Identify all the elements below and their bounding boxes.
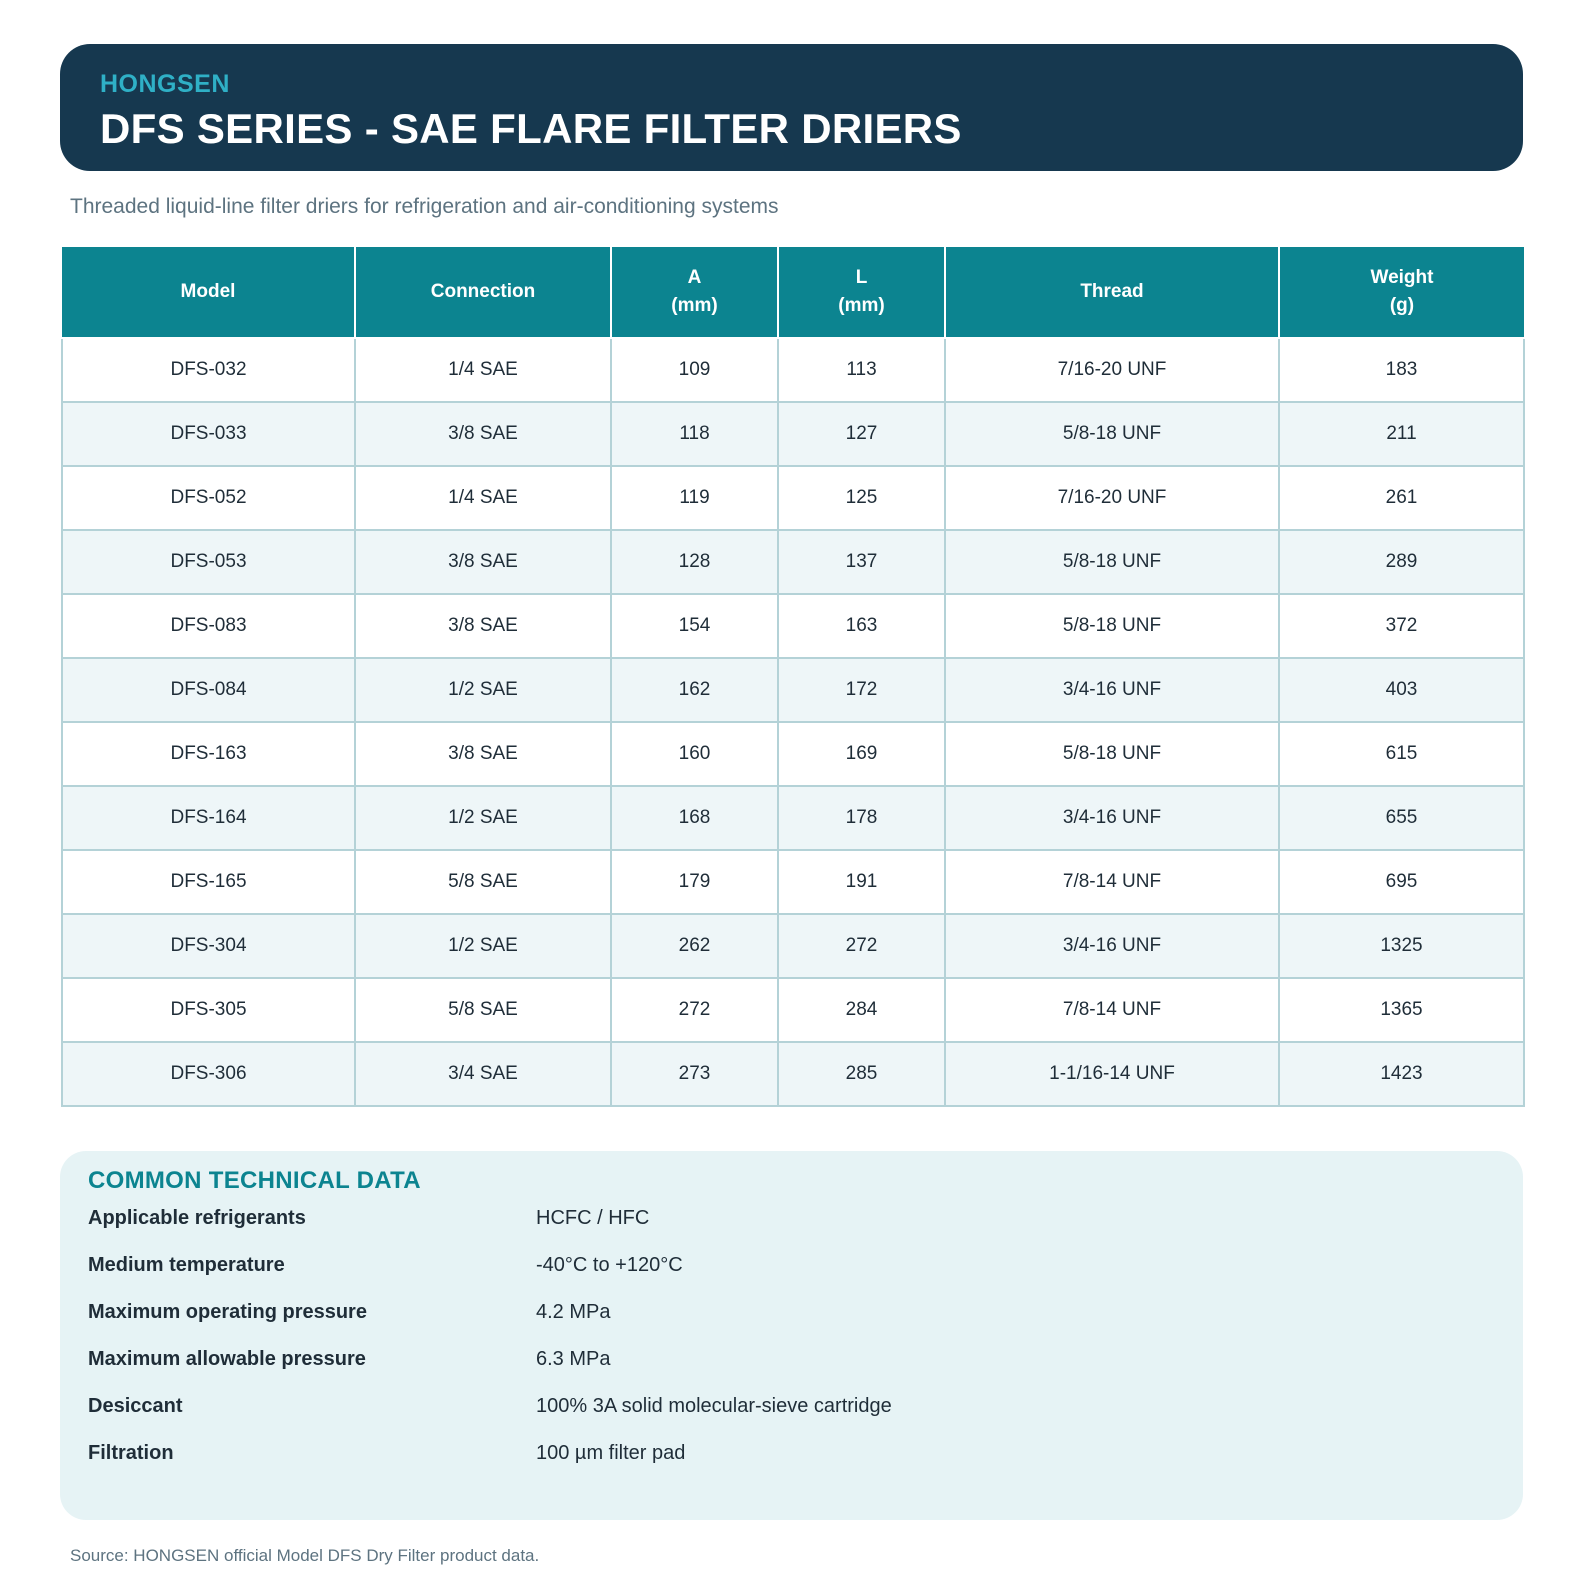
cell-model: DFS-304 [62,914,355,978]
cell-connection: 3/8 SAE [355,530,611,594]
spec-table [61,247,1525,1107]
cell-thread: 7/16-20 UNF [945,466,1279,530]
technical-data-row [88,1336,1495,1383]
cell-connection: 3/8 SAE [355,402,611,466]
cell-l: 284 [778,978,945,1042]
technical-data-value: 100 µm filter pad [536,1442,686,1464]
cell-a: 168 [611,786,778,850]
cell-thread: 3/4-16 UNF [945,658,1279,722]
cell-a: 162 [611,658,778,722]
brand-name: HONGSEN [100,70,230,98]
table-row [62,658,1524,722]
cell-thread: 7/8-14 UNF [945,978,1279,1042]
cell-connection: 3/8 SAE [355,722,611,786]
technical-data-value: -40°C to +120°C [536,1254,683,1276]
technical-data-row [88,1430,1495,1477]
page-header [60,44,1523,171]
cell-a: 272 [611,978,778,1042]
cell-l: 285 [778,1042,945,1106]
table-row [62,594,1524,658]
cell-connection: 3/4 SAE [355,1042,611,1106]
technical-data-label: Applicable refrigerants [88,1207,306,1229]
cell-weight: 403 [1279,658,1524,722]
cell-connection: 1/2 SAE [355,914,611,978]
technical-data-title: COMMON TECHNICAL DATA [88,1167,421,1194]
technical-data-row [88,1289,1495,1336]
cell-weight: 1365 [1279,978,1524,1042]
column-header-l: L (mm) [778,247,945,338]
cell-thread: 5/8-18 UNF [945,594,1279,658]
cell-model: DFS-306 [62,1042,355,1106]
technical-data-panel [60,1151,1523,1520]
technical-data-row [88,1383,1495,1430]
cell-thread: 5/8-18 UNF [945,722,1279,786]
technical-data-label: Desiccant [88,1395,183,1417]
cell-thread: 7/16-20 UNF [945,338,1279,402]
table-row [62,786,1524,850]
cell-thread: 7/8-14 UNF [945,850,1279,914]
cell-thread: 5/8-18 UNF [945,530,1279,594]
cell-weight: 615 [1279,722,1524,786]
cell-a: 118 [611,402,778,466]
cell-a: 109 [611,338,778,402]
table-row [62,850,1524,914]
source-note: Source: HONGSEN official Model DFS Dry Filter product data. [70,1546,540,1565]
cell-weight: 372 [1279,594,1524,658]
column-header-a: A (mm) [611,247,778,338]
cell-l: 125 [778,466,945,530]
technical-data-label: Maximum allowable pressure [88,1348,366,1370]
table-row [62,722,1524,786]
cell-thread: 3/4-16 UNF [945,914,1279,978]
cell-thread: 3/4-16 UNF [945,786,1279,850]
column-header-connection: Connection [355,247,611,338]
page-subtitle: Threaded liquid-line filter driers for refrigeration and air-conditioning systems [70,195,779,218]
cell-weight: 211 [1279,402,1524,466]
cell-l: 178 [778,786,945,850]
cell-model: DFS-305 [62,978,355,1042]
technical-data-label: Maximum operating pressure [88,1301,367,1323]
cell-l: 272 [778,914,945,978]
cell-l: 137 [778,530,945,594]
page-title: DFS SERIES - SAE FLARE FILTER DRIERS [100,105,962,152]
cell-connection: 1/4 SAE [355,338,611,402]
technical-data-label: Filtration [88,1442,174,1464]
column-header-weight: Weight (g) [1279,247,1524,338]
table-row [62,978,1524,1042]
cell-l: 163 [778,594,945,658]
cell-connection: 5/8 SAE [355,978,611,1042]
cell-l: 191 [778,850,945,914]
cell-a: 154 [611,594,778,658]
cell-weight: 1423 [1279,1042,1524,1106]
column-header-model: Model [62,247,355,338]
cell-l: 169 [778,722,945,786]
cell-model: DFS-083 [62,594,355,658]
cell-model: DFS-033 [62,402,355,466]
cell-weight: 289 [1279,530,1524,594]
technical-data-row [88,1195,1495,1242]
cell-l: 172 [778,658,945,722]
cell-l: 127 [778,402,945,466]
table-row [62,338,1524,402]
cell-weight: 183 [1279,338,1524,402]
cell-connection: 1/2 SAE [355,658,611,722]
cell-model: DFS-052 [62,466,355,530]
cell-weight: 695 [1279,850,1524,914]
cell-model: DFS-084 [62,658,355,722]
cell-weight: 655 [1279,786,1524,850]
technical-data-value: 100% 3A solid molecular-sieve cartridge [536,1395,892,1417]
cell-connection: 5/8 SAE [355,850,611,914]
cell-weight: 1325 [1279,914,1524,978]
cell-model: DFS-163 [62,722,355,786]
technical-data-row [88,1242,1495,1289]
column-header-thread: Thread [945,247,1279,338]
table-row [62,530,1524,594]
technical-data-label: Medium temperature [88,1254,285,1276]
cell-a: 262 [611,914,778,978]
technical-data-value: 6.3 MPa [536,1348,611,1370]
cell-model: DFS-053 [62,530,355,594]
technical-data-value: HCFC / HFC [536,1207,650,1229]
cell-a: 273 [611,1042,778,1106]
cell-a: 160 [611,722,778,786]
cell-l: 113 [778,338,945,402]
cell-model: DFS-164 [62,786,355,850]
cell-a: 179 [611,850,778,914]
cell-connection: 3/8 SAE [355,594,611,658]
cell-thread: 5/8-18 UNF [945,402,1279,466]
cell-model: DFS-032 [62,338,355,402]
table-row [62,1042,1524,1106]
cell-weight: 261 [1279,466,1524,530]
table-row [62,402,1524,466]
cell-a: 119 [611,466,778,530]
cell-model: DFS-165 [62,850,355,914]
table-header-row [62,247,1524,338]
table-row [62,914,1524,978]
cell-thread: 1-1/16-14 UNF [945,1042,1279,1106]
table-row [62,466,1524,530]
cell-a: 128 [611,530,778,594]
technical-data-value: 4.2 MPa [536,1301,611,1323]
cell-connection: 1/2 SAE [355,786,611,850]
cell-connection: 1/4 SAE [355,466,611,530]
